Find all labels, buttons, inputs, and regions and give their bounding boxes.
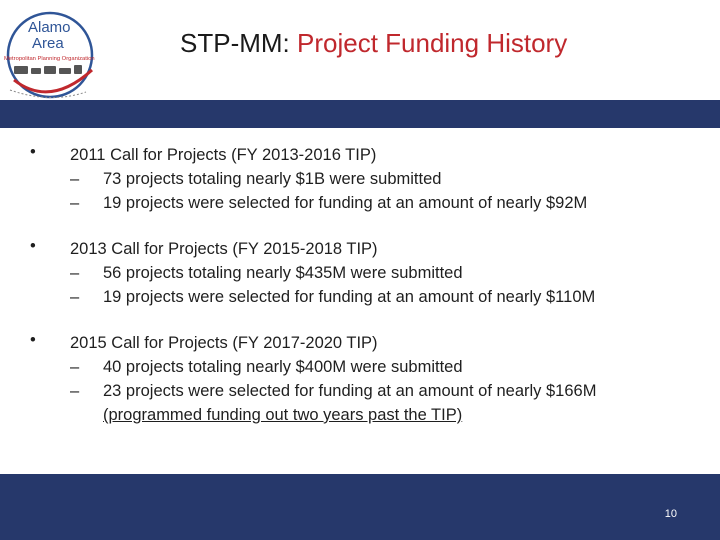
sub-bullet-note: (programmed funding out two years past the TIP) (103, 406, 463, 424)
title-accent: Project Funding History (297, 28, 568, 58)
page-title (180, 28, 567, 59)
sub-bullet-text: 19 projects were selected for funding at an amount of nearly $92M (103, 194, 588, 212)
amp-logo (0, 8, 112, 102)
footer-band (0, 474, 720, 540)
logo-text-area: Area (32, 35, 64, 52)
bullet-heading: 2015 Call for Projects (FY 2017-2020 TIP) (70, 334, 378, 352)
bullet-item (30, 331, 670, 427)
bullet-item (30, 237, 670, 309)
page-number: 10 (664, 508, 677, 520)
sub-bullet-item: – 56 projects totaling nearly $435M were submitted (70, 264, 463, 282)
sub-bullet-item: – 40 projects totaling nearly $400M were submitted (70, 358, 463, 376)
sub-bullet-item: – 19 projects were selected for funding at an amount of nearly $92M (70, 194, 588, 212)
sub-bullet-list (70, 355, 670, 427)
logo-text-org: Metropolitan Planning Organization (4, 56, 95, 62)
bullet-heading: 2013 Call for Projects (FY 2015-2018 TIP) (70, 240, 378, 258)
logo-text-alamo: Alamo (28, 19, 71, 36)
bullet-dot: • (30, 331, 36, 349)
sub-bullet-list (70, 167, 670, 215)
sub-bullet-text: 40 projects totaling nearly $400M were submitted (103, 358, 463, 376)
sub-bullet-text: 56 projects totaling nearly $435M were submitted (103, 264, 463, 282)
sub-bullet-text: 19 projects were selected for funding at an amount of nearly $110M (103, 288, 596, 306)
sub-bullet-item: – 19 projects were selected for funding at an amount of nearly $110M (70, 288, 596, 306)
bullet-dot: • (30, 237, 36, 255)
bullet-list (30, 143, 670, 449)
vehicle-icons (14, 65, 82, 74)
header-band (0, 100, 720, 128)
sub-bullet-text: 23 projects were selected for funding at an amount of nearly $166M (103, 382, 597, 400)
bullet-dot: • (30, 143, 36, 161)
bullet-heading: 2011 Call for Projects (FY 2013-2016 TIP) (70, 146, 377, 164)
sub-bullet-list (70, 261, 670, 309)
sub-bullet-item: – 23 projects were selected for funding at an amount of nearly $166M (programmed funding out two years past the TIP) (70, 382, 597, 424)
sub-bullet-text: 73 projects totaling nearly $1B were submitted (103, 170, 442, 188)
title-prefix: STP-MM: (180, 28, 297, 58)
bullet-item (30, 143, 670, 215)
sub-bullet-item: – 73 projects totaling nearly $1B were submitted (70, 170, 442, 188)
